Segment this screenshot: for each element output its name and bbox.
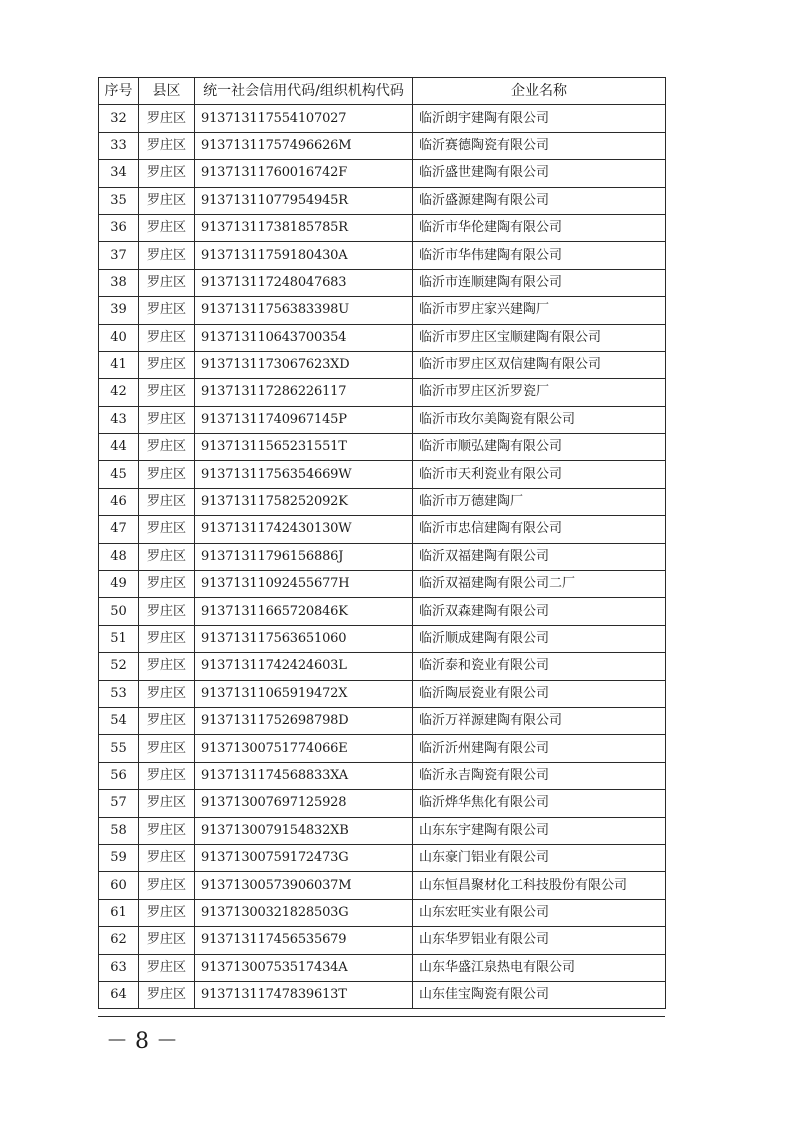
row-county: 罗庄区 [139,351,195,378]
row-company-name: 临沂烨华焦化有限公司 [413,790,666,817]
table-row [99,351,666,378]
row-credit-code: 9137130079154832XB [195,817,413,844]
row-credit-code: 913713110643700354 [195,324,413,351]
row-county: 罗庄区 [139,242,195,269]
row-company-name: 临沂双森建陶有限公司 [413,598,666,625]
row-county: 罗庄区 [139,571,195,598]
row-number: 43 [99,406,139,433]
row-credit-code: 91371311756383398U [195,297,413,324]
row-company-name: 临沂盛源建陶有限公司 [413,187,666,214]
row-number: 37 [99,242,139,269]
row-credit-code: 91371311760016742F [195,160,413,187]
row-company-name: 临沂市顺弘建陶有限公司 [413,434,666,461]
row-county: 罗庄区 [139,516,195,543]
table-row [99,269,666,296]
row-county: 罗庄区 [139,762,195,789]
row-company-name: 临沂市忠信建陶有限公司 [413,516,666,543]
row-county: 罗庄区 [139,297,195,324]
row-company-name: 临沂顺成建陶有限公司 [413,625,666,652]
row-credit-code: 913713117286226117 [195,379,413,406]
row-number: 36 [99,214,139,241]
row-credit-code: 91371311759180430A [195,242,413,269]
table-body [99,105,666,1009]
row-number: 38 [99,269,139,296]
table-row [99,214,666,241]
table-row [99,707,666,734]
row-number: 50 [99,598,139,625]
table-row [99,324,666,351]
header-code: 统一社会信用代码/组织机构代码 [195,78,413,105]
row-number: 41 [99,351,139,378]
row-county: 罗庄区 [139,680,195,707]
table-header [99,78,666,105]
row-number: 46 [99,488,139,515]
row-county: 罗庄区 [139,461,195,488]
row-company-name: 临沂市罗庄区沂罗瓷厂 [413,379,666,406]
row-company-name: 临沂市罗庄区宝顺建陶有限公司 [413,324,666,351]
row-credit-code: 91371311077954945R [195,187,413,214]
table-row [99,160,666,187]
row-county: 罗庄区 [139,543,195,570]
row-credit-code: 91371311092455677H [195,571,413,598]
table-row [99,735,666,762]
table-row [99,461,666,488]
row-credit-code: 9137131174568833XA [195,762,413,789]
row-number: 44 [99,434,139,461]
table-row [99,598,666,625]
row-number: 51 [99,625,139,652]
row-number: 45 [99,461,139,488]
row-number: 56 [99,762,139,789]
row-number: 53 [99,680,139,707]
row-company-name: 临沂泰和瓷业有限公司 [413,653,666,680]
row-county: 罗庄区 [139,954,195,981]
row-company-name: 临沂双福建陶有限公司二厂 [413,571,666,598]
row-number: 42 [99,379,139,406]
row-number: 60 [99,872,139,899]
row-company-name: 山东佳宝陶瓷有限公司 [413,981,666,1008]
row-county: 罗庄区 [139,187,195,214]
row-credit-code: 913713117554107027 [195,105,413,132]
row-credit-code: 91371311756354669W [195,461,413,488]
header-name: 企业名称 [413,78,666,105]
row-county: 罗庄区 [139,735,195,762]
row-county: 罗庄区 [139,598,195,625]
row-company-name: 临沂万祥源建陶有限公司 [413,707,666,734]
row-credit-code: 91371311065919472X [195,680,413,707]
table-row [99,625,666,652]
row-county: 罗庄区 [139,790,195,817]
row-company-name: 临沂市罗庄家兴建陶厂 [413,297,666,324]
table-row [99,899,666,926]
table-row [99,105,666,132]
row-credit-code: 91371311747839613T [195,981,413,1008]
row-number: 48 [99,543,139,570]
header-num: 序号 [99,78,139,105]
row-company-name: 临沂市天利瓷业有限公司 [413,461,666,488]
row-number: 55 [99,735,139,762]
row-county: 罗庄区 [139,406,195,433]
row-credit-code: 913713117248047683 [195,269,413,296]
row-number: 61 [99,899,139,926]
table-row [99,653,666,680]
row-county: 罗庄区 [139,653,195,680]
row-company-name: 临沂市华伟建陶有限公司 [413,242,666,269]
table-row [99,406,666,433]
row-credit-code: 91371311740967145P [195,406,413,433]
row-credit-code: 91371311665720846K [195,598,413,625]
row-number: 63 [99,954,139,981]
row-company-name: 临沂市连顺建陶有限公司 [413,269,666,296]
row-county: 罗庄区 [139,817,195,844]
table-row [99,571,666,598]
row-county: 罗庄区 [139,379,195,406]
table-row [99,817,666,844]
table-row [99,872,666,899]
row-county: 罗庄区 [139,981,195,1008]
row-county: 罗庄区 [139,324,195,351]
row-number: 58 [99,817,139,844]
row-credit-code: 91371300759172473G [195,844,413,871]
row-credit-code: 91371311758252092K [195,488,413,515]
row-number: 40 [99,324,139,351]
table-row [99,187,666,214]
row-county: 罗庄区 [139,872,195,899]
row-number: 34 [99,160,139,187]
row-credit-code: 91371300751774066E [195,735,413,762]
table-row [99,132,666,159]
row-number: 35 [99,187,139,214]
row-credit-code: 91371300573906037M [195,872,413,899]
table-row [99,434,666,461]
row-credit-code: 91371300321828503G [195,899,413,926]
table-row [99,297,666,324]
footer-divider [98,1016,665,1017]
row-credit-code: 91371300753517434A [195,954,413,981]
row-county: 罗庄区 [139,132,195,159]
table-row [99,954,666,981]
row-company-name: 临沂陶辰瓷业有限公司 [413,680,666,707]
row-county: 罗庄区 [139,707,195,734]
row-number: 47 [99,516,139,543]
row-county: 罗庄区 [139,160,195,187]
row-number: 33 [99,132,139,159]
row-credit-code: 91371311742430130W [195,516,413,543]
table-row [99,844,666,871]
enterprise-table [98,77,666,1009]
row-county: 罗庄区 [139,105,195,132]
table-row [99,927,666,954]
row-county: 罗庄区 [139,214,195,241]
row-company-name: 山东恒昌聚材化工科技股份有限公司 [413,872,666,899]
table-row [99,516,666,543]
row-credit-code: 9137131173067623XD [195,351,413,378]
row-number: 64 [99,981,139,1008]
table-row [99,790,666,817]
row-number: 39 [99,297,139,324]
row-number: 49 [99,571,139,598]
row-company-name: 临沂市玫尔美陶瓷有限公司 [413,406,666,433]
table-row [99,680,666,707]
row-company-name: 临沂赛德陶瓷有限公司 [413,132,666,159]
row-county: 罗庄区 [139,488,195,515]
row-county: 罗庄区 [139,844,195,871]
row-county: 罗庄区 [139,927,195,954]
row-company-name: 山东豪门铝业有限公司 [413,844,666,871]
header-county: 县区 [139,78,195,105]
page-number: － 8 － [106,1029,178,1054]
row-credit-code: 913713007697125928 [195,790,413,817]
row-credit-code: 91371311742424603L [195,653,413,680]
row-number: 32 [99,105,139,132]
row-number: 52 [99,653,139,680]
row-county: 罗庄区 [139,434,195,461]
row-county: 罗庄区 [139,625,195,652]
row-company-name: 山东宏旺实业有限公司 [413,899,666,926]
row-credit-code: 91371311738185785R [195,214,413,241]
row-company-name: 临沂永吉陶瓷有限公司 [413,762,666,789]
row-credit-code: 913713117563651060 [195,625,413,652]
header-row [99,78,666,105]
table-row [99,981,666,1008]
row-number: 57 [99,790,139,817]
row-company-name: 临沂沂州建陶有限公司 [413,735,666,762]
row-company-name: 临沂盛世建陶有限公司 [413,160,666,187]
row-company-name: 临沂市罗庄区双信建陶有限公司 [413,351,666,378]
row-credit-code: 91371311796156886J [195,543,413,570]
table-row [99,488,666,515]
table-row [99,242,666,269]
row-number: 62 [99,927,139,954]
row-company-name: 临沂市万德建陶厂 [413,488,666,515]
row-company-name: 临沂市华伦建陶有限公司 [413,214,666,241]
row-county: 罗庄区 [139,269,195,296]
table-row [99,762,666,789]
row-number: 59 [99,844,139,871]
table-row [99,379,666,406]
row-credit-code: 913713117456535679 [195,927,413,954]
table-row [99,543,666,570]
row-company-name: 临沂朗宇建陶有限公司 [413,105,666,132]
row-credit-code: 91371311565231551T [195,434,413,461]
row-company-name: 临沂双福建陶有限公司 [413,543,666,570]
row-county: 罗庄区 [139,899,195,926]
row-number: 54 [99,707,139,734]
row-credit-code: 91371311752698798D [195,707,413,734]
row-company-name: 山东华罗铝业有限公司 [413,927,666,954]
row-credit-code: 91371311757496626M [195,132,413,159]
row-company-name: 山东华盛江泉热电有限公司 [413,954,666,981]
row-company-name: 山东东宇建陶有限公司 [413,817,666,844]
